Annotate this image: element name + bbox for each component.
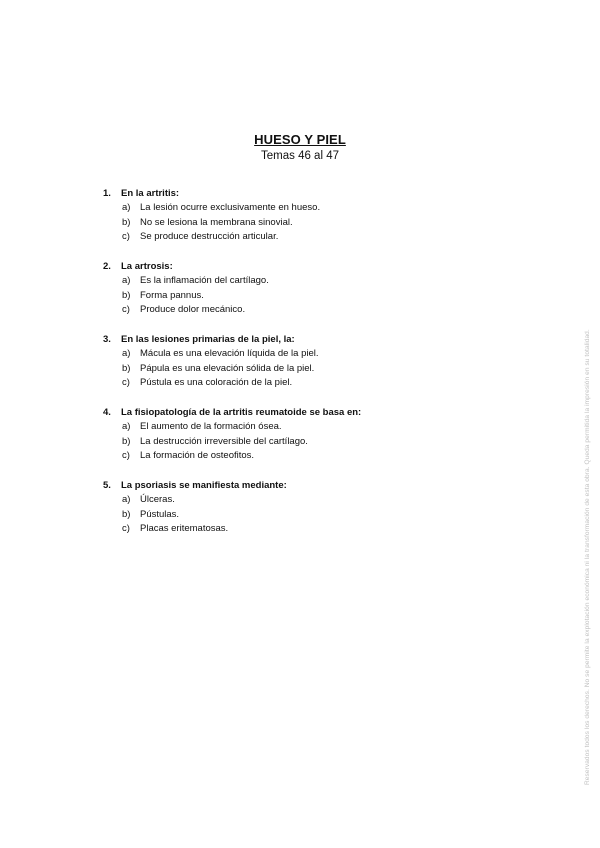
question-number: 3.	[103, 334, 111, 345]
answer-option-c	[103, 376, 319, 391]
answer-option-c	[103, 303, 269, 318]
option-text: Es la inflamación del cartílago.	[140, 275, 269, 286]
option-text: Placas eritematosas.	[140, 523, 229, 534]
option-text: Úlceras.	[140, 494, 175, 505]
question-heading	[103, 186, 320, 201]
option-text: Pústulas.	[140, 508, 180, 520]
option-letter: a)	[122, 494, 131, 505]
option-letter: c)	[122, 304, 130, 315]
question-1	[103, 186, 320, 245]
question-text: La artrosis:	[121, 261, 173, 272]
question-number: 1.	[103, 188, 111, 199]
answer-option-a	[103, 201, 320, 216]
option-letter: b)	[122, 362, 131, 374]
option-text: Pápula es una elevación sólida de la piel.	[140, 362, 315, 374]
question-heading	[103, 405, 361, 420]
answer-option-a	[103, 420, 361, 435]
option-letter: c)	[122, 377, 130, 388]
question-number: 2.	[103, 261, 111, 272]
question-4	[103, 405, 361, 464]
question-text: La fisiopatología de la artritis reumatoide se basa en:	[121, 407, 362, 418]
option-text: La destrucción irreversible del cartílago.	[140, 435, 308, 447]
question-2	[103, 259, 269, 318]
answer-option-b	[103, 216, 320, 231]
question-text: La psoriasis se manifiesta mediante:	[121, 480, 287, 491]
answer-option-a	[103, 493, 287, 508]
question-3	[103, 332, 319, 391]
question-number: 4.	[103, 407, 111, 418]
option-letter: a)	[122, 275, 131, 286]
answer-option-c	[103, 230, 320, 245]
option-letter: b)	[122, 435, 131, 447]
option-text: Se produce destrucción articular.	[140, 231, 279, 242]
option-letter: c)	[122, 231, 130, 242]
answer-option-b	[103, 508, 287, 523]
answer-option-b	[103, 362, 319, 377]
page-subtitle: Temas 46 al 47	[261, 150, 339, 162]
answer-option-a	[103, 274, 269, 289]
option-text: La lesión ocurre exclusivamente en hueso.	[140, 202, 321, 213]
answer-option-c	[103, 449, 361, 464]
answer-option-b	[103, 435, 361, 450]
option-letter: b)	[122, 216, 131, 228]
question-heading	[103, 478, 287, 493]
answer-option-c	[103, 522, 287, 537]
answer-option-a	[103, 347, 319, 362]
option-text: Pústula es una coloración de la piel.	[140, 377, 293, 388]
question-heading	[103, 332, 319, 347]
question-text: En la artritis:	[121, 188, 180, 199]
option-letter: c)	[122, 523, 130, 534]
page-title: HUESO Y PIEL	[254, 132, 346, 147]
option-letter: a)	[122, 202, 131, 213]
option-text: Produce dolor mecánico.	[140, 304, 246, 315]
option-text: La formación de osteofitos.	[140, 450, 255, 461]
option-letter: a)	[122, 421, 131, 432]
option-letter: b)	[122, 289, 131, 301]
option-letter: c)	[122, 450, 130, 461]
option-text: El aumento de la formación ósea.	[140, 421, 282, 432]
question-5	[103, 478, 287, 537]
option-text: Forma pannus.	[140, 289, 204, 301]
option-letter: a)	[122, 348, 131, 359]
question-heading	[103, 259, 269, 274]
answer-option-b	[103, 289, 269, 304]
copyright-watermark: Reservados todos los derechos. No se permite la explotación económica ni la transformación de esta obra. Queda permitida la impresión en su totalidad.	[584, 329, 591, 785]
question-number: 5.	[103, 480, 111, 491]
option-text: No se lesiona la membrana sinovial.	[140, 216, 293, 228]
option-letter: b)	[122, 508, 131, 520]
option-text: Mácula es una elevación líquida de la piel.	[140, 348, 319, 359]
question-text: En las lesiones primarias de la piel, la:	[121, 334, 295, 345]
